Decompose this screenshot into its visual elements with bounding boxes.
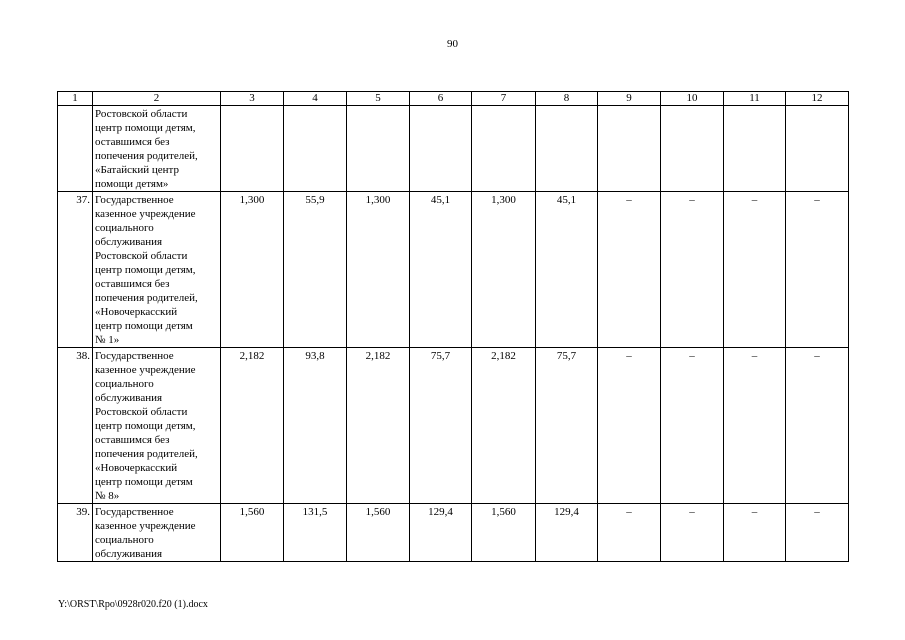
value-cell [410,106,472,192]
row-number: 38. [58,348,93,504]
value-cell: 2,182 [347,348,410,504]
value-cell: 55,9 [284,192,347,348]
value-cell: 2,182 [221,348,284,504]
value-cell: 131,5 [284,504,347,562]
column-header-2: 2 [93,92,221,106]
value-cell: – [598,348,661,504]
table-row [58,504,849,562]
value-cell: – [661,348,724,504]
column-header-9: 9 [598,92,661,106]
value-cell: 93,8 [284,348,347,504]
column-header-10: 10 [661,92,724,106]
value-cell: 1,300 [221,192,284,348]
column-header-1: 1 [58,92,93,106]
row-number: 37. [58,192,93,348]
value-cell [724,106,786,192]
institution-name: Государственное казенное учреждение социального обслуживания Ростовской области центр помощи детям, оставшимся без попечения родителей, «Новочеркасский центр помощи детям № 8» [93,348,221,504]
value-cell: 2,182 [472,348,536,504]
table-row [58,106,849,192]
value-cell: 45,1 [536,192,598,348]
table-row [58,192,849,348]
institution-name: Государственное казенное учреждение социального обслуживания [93,504,221,562]
value-cell [786,106,849,192]
column-header-6: 6 [410,92,472,106]
value-cell [221,106,284,192]
column-header-7: 7 [472,92,536,106]
institution-name: Государственное казенное учреждение социального обслуживания Ростовской области центр помощи детям, оставшимся без попечения родителей, «Новочеркасский центр помощи детям № 1» [93,192,221,348]
value-cell: – [724,504,786,562]
column-header-11: 11 [724,92,786,106]
value-cell: 1,560 [472,504,536,562]
value-cell: – [724,192,786,348]
row-number [58,106,93,192]
value-cell: – [786,504,849,562]
value-cell [284,106,347,192]
file-path-footer: Y:\ORST\Rpo\0928r020.f20 (1).docx [58,599,208,610]
header-row [58,92,849,106]
value-cell [472,106,536,192]
institution-name: Ростовской области центр помощи детям, оставшимся без попечения родителей, «Батайский центр помощи детям» [93,106,221,192]
value-cell: 75,7 [410,348,472,504]
column-header-3: 3 [221,92,284,106]
data-table [57,91,849,562]
value-cell: 75,7 [536,348,598,504]
value-cell: 1,300 [347,192,410,348]
value-cell: 129,4 [410,504,472,562]
value-cell: 1,300 [472,192,536,348]
page-number: 90 [447,38,458,50]
value-cell [347,106,410,192]
value-cell [598,106,661,192]
value-cell: 45,1 [410,192,472,348]
column-header-12: 12 [786,92,849,106]
value-cell: – [661,504,724,562]
value-cell: – [786,348,849,504]
column-header-8: 8 [536,92,598,106]
value-cell [536,106,598,192]
value-cell [661,106,724,192]
value-cell: – [661,192,724,348]
value-cell: – [786,192,849,348]
value-cell: – [724,348,786,504]
row-number: 39. [58,504,93,562]
value-cell: – [598,504,661,562]
table-row [58,348,849,504]
value-cell: – [598,192,661,348]
value-cell: 1,560 [347,504,410,562]
value-cell: 1,560 [221,504,284,562]
column-header-5: 5 [347,92,410,106]
column-header-4: 4 [284,92,347,106]
value-cell: 129,4 [536,504,598,562]
